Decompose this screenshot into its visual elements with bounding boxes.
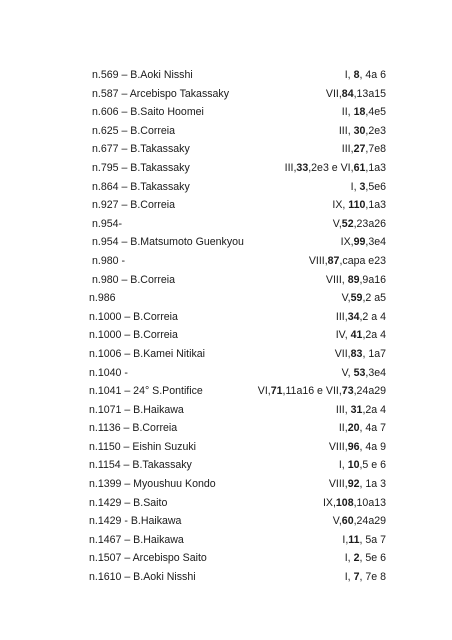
entry-label: n.795 – B.Takassaky	[92, 161, 190, 174]
entry-label: n.1429 – B.Saito	[89, 496, 168, 509]
reference-number: 30	[353, 124, 366, 137]
reference-text: IX,	[322, 496, 336, 509]
reference-text: V,	[332, 515, 342, 528]
index-entry	[0, 122, 452, 141]
reference-number: 73	[341, 385, 354, 398]
entry-reference	[342, 103, 386, 122]
entry-label: n.1150 – Eishin Suzuki	[89, 440, 196, 453]
reference-text: ,5e6	[365, 180, 386, 193]
reference-text: III,	[284, 161, 297, 174]
index-entry	[0, 401, 452, 420]
reference-text: ,11a16 e VII,	[282, 385, 342, 398]
entry-reference	[342, 140, 386, 159]
reference-number: 59	[350, 292, 363, 305]
reference-text: ,2e3 e VI,	[308, 161, 354, 174]
index-entry	[0, 382, 452, 401]
reference-number: 11	[348, 533, 360, 546]
entry-label: n.1507 – Arcebispo Saito	[89, 552, 207, 565]
entry-reference	[345, 568, 386, 587]
entry-label: n.980 – B.Correia	[92, 273, 176, 286]
index-entry	[0, 456, 452, 475]
reference-number: 10	[347, 459, 360, 472]
reference-text: ,4e5	[365, 106, 386, 119]
reference-number: 8	[353, 69, 360, 81]
reference-text: I,	[350, 180, 360, 193]
reference-text: ,capa e23	[339, 254, 386, 267]
entry-label: n.1136 – B.Correia	[89, 422, 178, 435]
entry-label: n.954 – B.Matsumoto Guenkyou	[92, 236, 244, 249]
reference-text: ,24a29	[353, 385, 386, 398]
reference-text: I,	[342, 533, 349, 546]
reference-text: , 4a 7	[359, 422, 386, 435]
entry-label: n.1429 - B.Haikawa	[89, 515, 182, 528]
reference-text: , 7e 8	[359, 571, 386, 584]
entry-label: n.1040 -	[89, 366, 128, 379]
reference-text: III,	[341, 143, 354, 156]
reference-number: 33	[296, 161, 309, 174]
reference-text: ,1a3	[365, 199, 386, 212]
reference-text: VIII,	[328, 478, 348, 491]
reference-text: IX,	[340, 236, 354, 249]
index-entry	[0, 196, 452, 215]
reference-text: V,	[341, 366, 354, 379]
reference-text: III,	[335, 403, 351, 416]
reference-number: 60	[341, 515, 354, 528]
entry-label: n.1071 – B.Haikawa	[89, 403, 184, 416]
entry-label: n.1041 – 24° S.Pontifice	[89, 385, 203, 398]
index-entry	[0, 103, 452, 122]
reference-number: 7	[353, 571, 360, 584]
entry-label: n.1006 – B.Kamei Nitikai	[89, 347, 206, 360]
index-list	[0, 66, 452, 587]
entry-label: n.587 – Arcebispo Takassaky	[92, 87, 230, 100]
entry-reference	[326, 271, 386, 290]
index-entry	[0, 252, 452, 271]
reference-text: VIII,	[308, 254, 328, 267]
reference-text: ,3e4	[365, 366, 386, 379]
reference-number: 3	[359, 180, 366, 193]
reference-text: III,	[338, 124, 354, 137]
entry-reference	[333, 512, 386, 531]
index-entry	[0, 66, 452, 85]
reference-text: V,	[332, 217, 342, 230]
reference-text: II,	[338, 422, 348, 435]
entry-label: n.569 – B.Aoki Nisshi	[92, 69, 193, 81]
entry-label: n.1000 – B.Correia	[89, 329, 178, 342]
index-entry	[0, 345, 452, 364]
entry-reference	[336, 308, 386, 327]
reference-number: 41	[350, 329, 363, 342]
reference-text: V,	[341, 292, 351, 305]
index-entry	[0, 512, 452, 531]
entry-reference	[309, 252, 386, 271]
reference-text: II,	[341, 106, 354, 119]
reference-text: IX,	[332, 199, 349, 212]
entry-reference	[258, 382, 386, 401]
entry-reference	[342, 531, 386, 550]
reference-text: ,24a29	[353, 515, 386, 528]
reference-number: 110	[348, 199, 366, 212]
reference-text: , 1a 3	[359, 478, 386, 491]
reference-text: ,9a16	[359, 273, 386, 286]
reference-number: 99	[353, 236, 366, 249]
reference-text: ,2a 4	[362, 329, 386, 342]
entry-label: n.606 – B.Saito Hoomei	[92, 106, 204, 119]
entry-label: n.1154 – B.Takassaky	[89, 459, 192, 472]
reference-text: I,	[344, 571, 354, 584]
entry-reference	[339, 122, 386, 141]
reference-number: 20	[347, 422, 360, 435]
entry-label: n.986	[89, 292, 116, 305]
reference-text: ,2e3	[365, 124, 386, 137]
entry-label: n.1000 – B.Correia	[89, 310, 178, 323]
index-entry	[0, 178, 452, 197]
entry-label: n.1610 – B.Aoki Nisshi	[89, 571, 196, 584]
reference-number: 84	[341, 87, 354, 100]
entry-label: n.927 – B.Correia	[92, 199, 176, 212]
index-entry	[0, 140, 452, 159]
index-entry	[0, 271, 452, 290]
reference-text: ,2 a5	[362, 292, 386, 305]
entry-label: n.980 -	[92, 254, 125, 267]
reference-text: ,1a3	[365, 161, 386, 174]
index-entry	[0, 364, 452, 383]
reference-text: ,2 a 4	[359, 310, 386, 323]
reference-text: VI,	[257, 385, 271, 398]
reference-text: III,	[335, 310, 348, 323]
index-entry	[0, 549, 452, 568]
index-entry	[0, 531, 452, 550]
entry-reference	[351, 178, 386, 197]
entry-reference	[341, 233, 386, 252]
index-entry	[0, 85, 452, 104]
entry-reference	[285, 159, 386, 178]
entry-label: n.1467 – B.Haikawa	[89, 533, 184, 546]
reference-text: ,10a13	[353, 496, 386, 509]
entry-reference	[335, 345, 386, 364]
entry-reference	[336, 401, 386, 420]
reference-text: , 1a7	[362, 347, 386, 360]
reference-number: 71	[270, 385, 283, 398]
index-entry	[0, 494, 452, 513]
reference-text: VII,	[334, 347, 351, 360]
reference-text: ,3e4	[365, 236, 386, 249]
reference-number: 31	[350, 403, 363, 416]
entry-reference	[336, 326, 386, 345]
reference-text: I,	[338, 459, 348, 472]
entry-reference	[342, 364, 386, 383]
reference-number: 18	[353, 106, 366, 119]
index-entry	[0, 233, 452, 252]
entry-reference	[342, 289, 386, 308]
reference-number: 83	[350, 347, 363, 360]
reference-text: I,	[344, 69, 354, 81]
reference-number: 34	[347, 310, 360, 323]
entry-label: n.864 – B.Takassaky	[92, 180, 190, 193]
entry-label: n.1399 – Myoushuu Kondo	[89, 478, 216, 491]
entry-reference	[329, 475, 386, 494]
index-entry	[0, 215, 452, 234]
index-entry	[0, 568, 452, 587]
entry-reference	[329, 438, 386, 457]
reference-text: , 5a 7	[359, 533, 386, 546]
entry-reference	[333, 215, 386, 234]
entry-reference	[323, 494, 386, 513]
reference-text: IV,	[335, 329, 351, 342]
entry-label: n.625 – B.Correia	[92, 124, 176, 137]
reference-text: VIII,	[325, 273, 348, 286]
reference-number: 92	[347, 478, 360, 491]
index-entry	[0, 289, 452, 308]
entry-reference	[339, 456, 386, 475]
index-entry	[0, 159, 452, 178]
reference-number: 89	[347, 273, 360, 286]
entry-reference	[345, 66, 386, 85]
entry-label: n.677 – B.Takassaky	[92, 143, 190, 156]
entry-reference	[332, 196, 386, 215]
entry-label: n.954-	[92, 217, 123, 230]
index-entry	[0, 419, 452, 438]
reference-number: 108	[335, 496, 354, 509]
reference-text: , 4a 6	[359, 69, 386, 81]
entry-reference	[326, 85, 386, 104]
reference-number: 27	[353, 143, 366, 156]
index-entry	[0, 326, 452, 345]
entry-reference	[339, 419, 386, 438]
reference-number: 52	[341, 217, 354, 230]
reference-text: , 4a 9	[359, 440, 386, 453]
reference-text: ,13a15	[353, 87, 386, 100]
reference-text: I,	[344, 552, 354, 565]
reference-text: ,23a26	[353, 217, 386, 230]
reference-number: 87	[327, 254, 340, 267]
reference-number: 2	[353, 552, 360, 565]
index-entry	[0, 475, 452, 494]
entry-reference	[345, 549, 386, 568]
reference-text: ,7e8	[365, 143, 386, 156]
reference-text: VII,	[325, 87, 342, 100]
reference-text: ,5 e 6	[359, 459, 386, 472]
reference-text: , 5e 6	[359, 552, 386, 565]
reference-text: VIII,	[328, 440, 348, 453]
reference-number: 96	[347, 440, 360, 453]
index-entry	[0, 438, 452, 457]
reference-number: 61	[353, 161, 366, 174]
index-entry	[0, 308, 452, 327]
reference-text: ,2a 4	[362, 403, 386, 416]
reference-number: 53	[353, 366, 366, 379]
